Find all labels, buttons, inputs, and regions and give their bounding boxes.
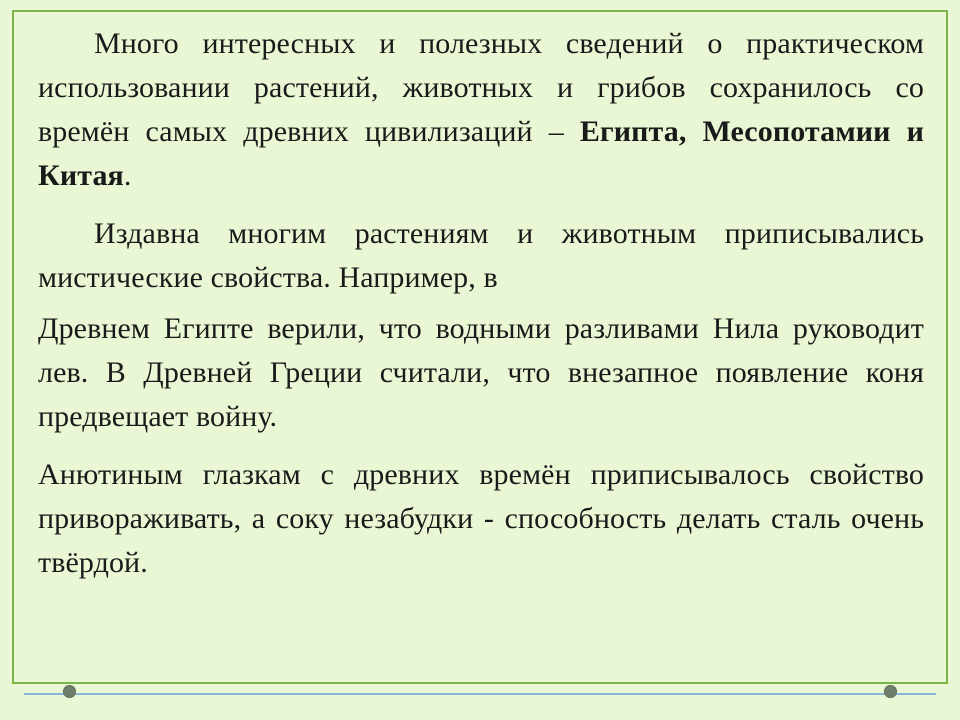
paragraph-2: [38, 212, 924, 300]
text-run: Египта, Месопотамии и Китая: [38, 115, 924, 193]
footer-decoration: [24, 680, 936, 698]
text-run: Много интересных и полезных сведений о практическом использовании растений, животных и грибов сохранилось со времён самых древних цивилизаций –: [38, 27, 924, 149]
footer-dot-left-icon: [64, 686, 75, 697]
text-run: .: [123, 159, 132, 193]
slide-text-body: [30, 22, 932, 597]
text-run: Издавна многим растениям и животным приписывались мистические свойства. Например, в: [38, 217, 924, 295]
paragraph-4: [38, 453, 924, 585]
paragraph-3: [38, 307, 924, 439]
text-run: Древнем Египте верили, что водными разливами Нила руководит лев. В Древней Греции считали, что внезапное появление коня предвещает войну.: [38, 311, 924, 433]
paragraph-1: [38, 22, 924, 198]
footer-line: [24, 693, 936, 695]
text-run: Анютиным глазкам с древних времён приписывалось свойство привораживать, а соку незабудки - способность делать сталь очень твёрдой.: [38, 457, 924, 580]
footer-dot-right-icon: [885, 686, 896, 697]
